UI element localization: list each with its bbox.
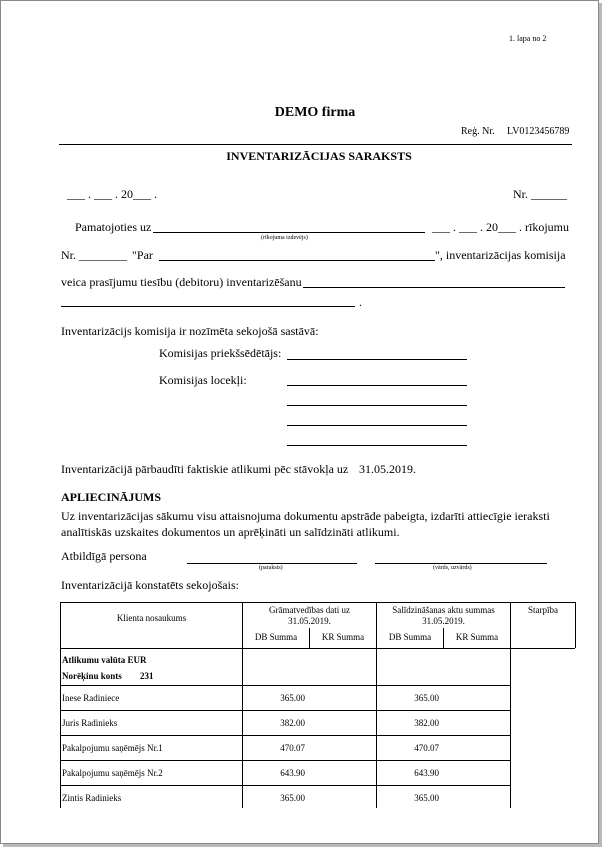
sub-header-book-db: DB Summa: [254, 632, 298, 642]
member-line-4: [287, 445, 467, 446]
date-placeholder: ___ . ___ . 20___ .: [67, 187, 157, 201]
sub-header-recon-kr: KR Summa: [455, 632, 499, 642]
recon-db-cell: 470.07: [414, 743, 439, 753]
company-name: DEMO firma: [274, 105, 356, 120]
member-line-1: [287, 385, 467, 386]
signature-line: [187, 563, 357, 564]
sentence-end: .: [359, 295, 362, 309]
checked-text: Inventarizācijā pārbaudīti faktiskie atlikumi pēc stāvokļa uz: [61, 462, 349, 476]
recon-db-cell: 643.90: [414, 768, 439, 778]
book-db-cell: 643.90: [280, 768, 305, 778]
book-db-cell: 382.00: [280, 718, 305, 728]
certificate-line-1: Uz inventarizācijas sākumu visu attaisnojuma dokumentu apstrāde pabeigta, izdarīti attiecīgie ieraksti: [61, 509, 550, 523]
par-label: "Par: [132, 248, 153, 262]
table-header-bottom-border: [60, 648, 575, 649]
responsible-label: Atbildīgā persona: [61, 549, 147, 563]
book-db-cell: 365.00: [280, 693, 305, 703]
inventory-object-line-2: [61, 306, 355, 307]
member-line-2: [287, 405, 467, 406]
client-name-cell: Pakalpojumu saņēmējs Nr.2: [62, 768, 163, 778]
book-db-cell: 365.00: [280, 793, 305, 803]
checked-date: 31.05.2019.: [359, 462, 416, 476]
sub-header-recon-db: DB Summa: [388, 632, 432, 642]
table-top-border: [60, 602, 575, 603]
member-line-3: [287, 425, 467, 426]
client-name-cell: Juris Radinieks: [62, 718, 118, 728]
client-name-cell: Inese Radiniece: [62, 693, 120, 703]
table-right-border: [575, 602, 576, 648]
number-placeholder: Nr. ______: [513, 187, 567, 201]
order-number: Nr. ________: [61, 248, 127, 262]
chair-label: Komisijas priekšsēdētājs:: [159, 346, 282, 360]
col-header-client: Klienta nosaukums: [116, 613, 187, 623]
members-label: Komisijas locekļi:: [159, 373, 247, 387]
inventory-object-line: [303, 287, 565, 288]
order-issuer-line: [153, 232, 425, 233]
chair-signature-line: [287, 359, 467, 360]
book-db-cell: 470.07: [280, 743, 305, 753]
found-text: Inventarizācijā konstatēts sekojošais:: [61, 578, 239, 592]
basis-label: Pamatojoties uz: [75, 220, 152, 234]
table-col-divider-3: [510, 602, 511, 808]
account-number: 231: [140, 671, 154, 681]
commission-text: ", inventarizācijas komisija: [435, 248, 566, 262]
order-date: ___ . ___ . 20___ . rīkojumu: [432, 220, 569, 234]
col-header-book: Grāmatvedības dati uz: [269, 605, 350, 615]
currency-label: Atlikumu valūta EUR: [62, 655, 147, 665]
certificate-heading: APLIECINĀJUMS: [61, 490, 162, 504]
recon-db-cell: 365.00: [414, 693, 439, 703]
col-header-book-date: 31.05.2019.: [288, 616, 331, 626]
name-hint: (vārds, uzvārds): [433, 565, 472, 571]
performed-text: veica prasījumu tiesību (debitoru) inventarizēšanu: [61, 275, 302, 289]
name-line: [375, 563, 547, 564]
col-header-recon-date: 31.05.2019.: [422, 616, 465, 626]
reg-number: LV0123456789: [507, 126, 570, 137]
sub-header-book-kr: KR Summa: [321, 632, 365, 642]
certificate-line-2: analītiskās uzskaites dokumentos un aprēķināti un salīdzināti atlikumi.: [61, 525, 400, 539]
table-left-border: [60, 602, 61, 808]
account-label: Norēķinu konts: [62, 671, 122, 681]
row-separator: [60, 785, 510, 786]
reg-label: Reģ. Nr.: [461, 126, 495, 137]
row-separator: [60, 760, 510, 761]
page-indicator: 1. lapa no 2: [509, 34, 547, 43]
col-header-recon: Salīdzināšanas aktu summas: [392, 605, 495, 615]
recon-db-cell: 382.00: [414, 718, 439, 728]
document-title: INVENTARIZĀCIJAS SARAKSTS: [226, 149, 412, 163]
order-subject-line: [159, 260, 435, 261]
client-name-cell: Pakalpojumu saņēmējs Nr.1: [62, 743, 163, 753]
client-name-cell: Zintis Radinieks: [62, 793, 122, 803]
signature-hint: (paraksts): [259, 565, 283, 571]
row-separator: [60, 735, 510, 736]
row-separator: [60, 710, 510, 711]
commission-intro: Inventarizācijs komisija ir nozīmēta sekojošā sastāvā:: [61, 324, 319, 338]
col-header-difference: Starpība: [528, 605, 558, 615]
group-row-separator: [60, 685, 510, 686]
header-divider: [59, 144, 572, 145]
order-issuer-hint: (rīkojuma izdevējs): [261, 235, 308, 241]
recon-db-cell: 365.00: [414, 793, 439, 803]
